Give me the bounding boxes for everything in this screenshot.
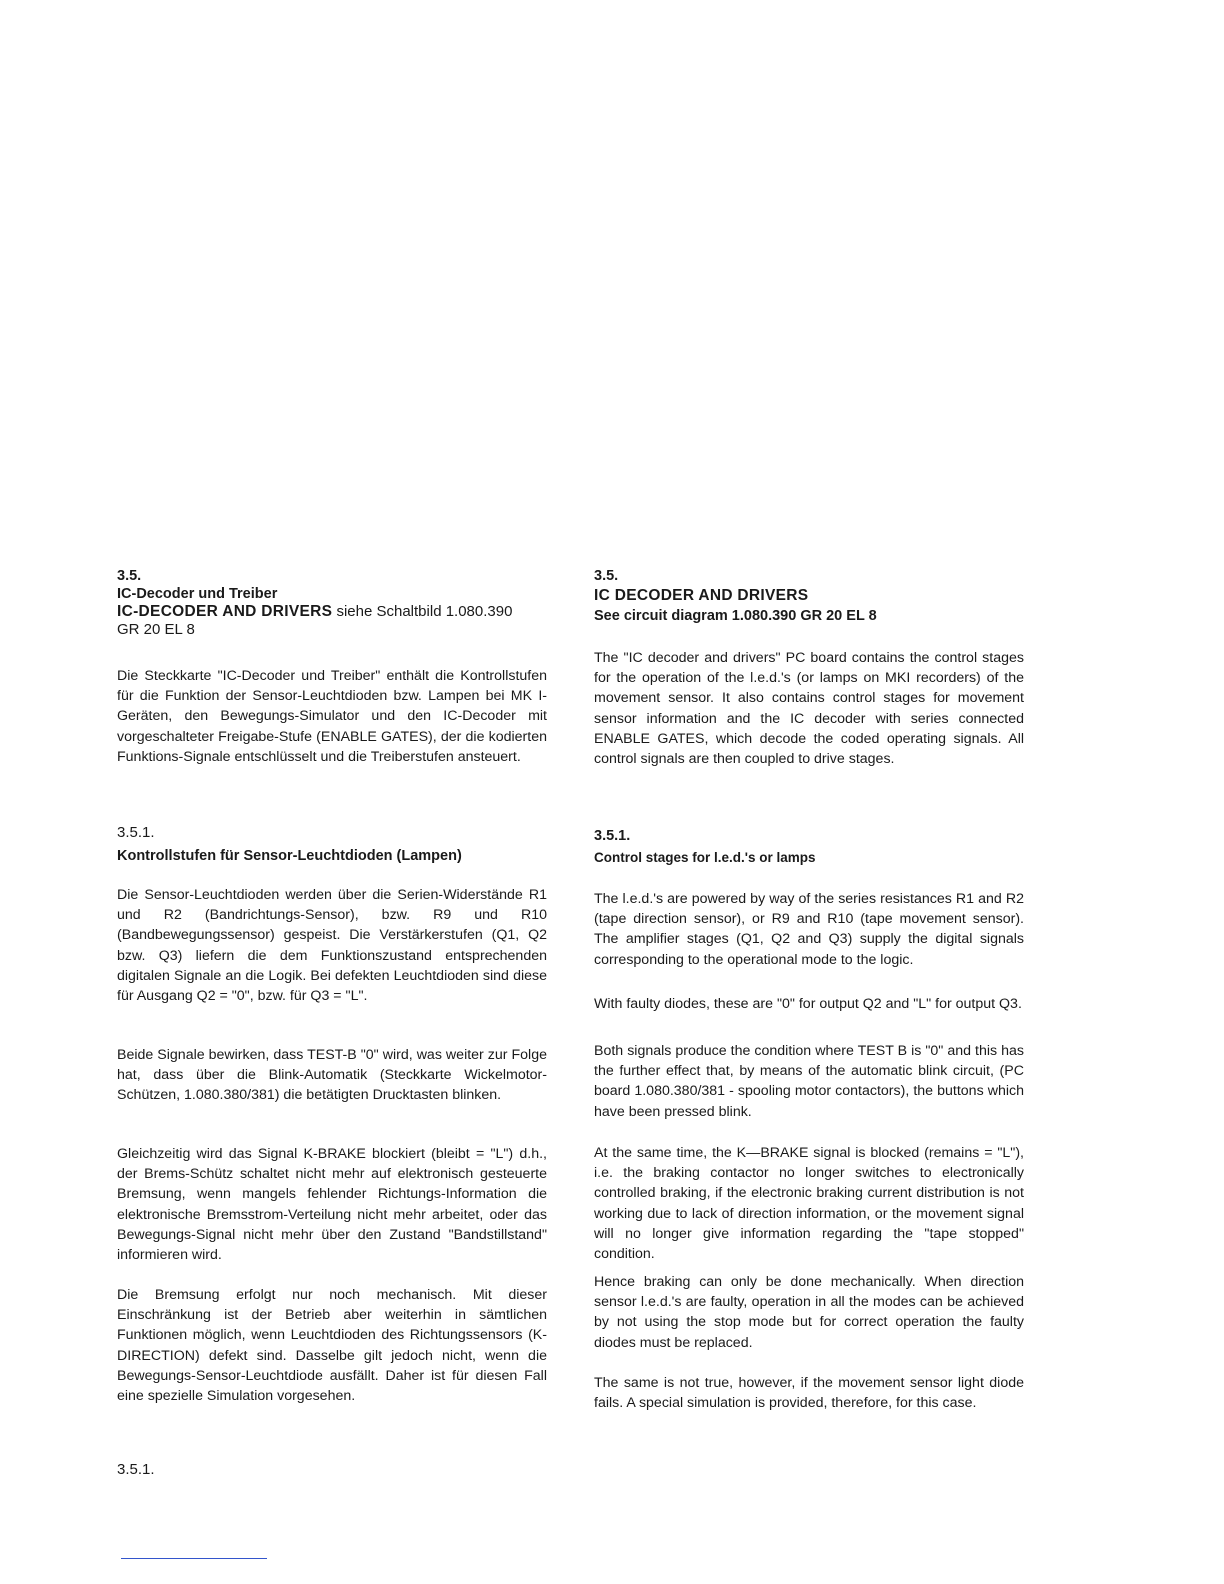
right-paragraph-3	[594, 1041, 1024, 1122]
paragraph: The l.e.d.'s are powered by way of the series resistances R1 and R2 (tape direction sensor), or R9 and R10 (tape movement sensor). The amplifier stages (Q1, Q2 and Q3) supply the digital signals corresponding to the operational mode to the logic.	[594, 891, 1024, 968]
right-paragraph-1	[594, 889, 1024, 970]
left-paragraph-2	[117, 1045, 547, 1106]
section-subtitle	[117, 603, 547, 621]
left-section-3-5-1-heading	[117, 824, 547, 865]
paragraph: The same is not true, however, if the movement sensor light diode fails. A special simulation is provided, therefore, for this case.	[594, 1375, 1024, 1412]
left-intro-paragraph	[117, 666, 547, 767]
left-paragraph-3	[117, 1144, 547, 1265]
section-number: 3.5.	[594, 568, 619, 584]
paragraph: Die Sensor-Leuchtdioden werden über die Serien-Widerstände R1 und R2 (Bandrichtungs-Sensor), bzw. R9 und R10 (Bandbewegungssensor) gespeist. Die Verstärkerstufen (Q1, Q2 bzw. Q3) liefern die dem Funktionszustand entsprechenden digitalen Signale an die Logik. Bei defekten Leuchtdioden sind diese für Ausgang Q2 = "0", bzw. für Q3 = "L".	[117, 887, 547, 1005]
paragraph: Die Bremsung erfolgt nur noch mechanisch. Mit dieser Einschränkung ist der Betrieb aber weiterhin in sämtlichen Funktionen möglich, wenn Leuchtdioden des Richtungssensors (K-DIRECTION) defekt sind. Dasselbe gilt jedoch nicht, wenn die Bewegungs-Sensor-Leuchtdiode ausfällt. Daher ist für diesen Fall eine spezielle Simulation vorgesehen.	[117, 1287, 547, 1405]
paragraph: At the same time, the K—BRAKE signal is blocked (remains = "L"), i.e. the braking contactor no longer switches to electronically controlled braking, if the electronic braking current distribution is not working due to lack of direction information, or the movement signal will no longer give information regarding the "tape stopped" condition.	[594, 1145, 1024, 1263]
circuit-ref: See circuit diagram 1.080.390 GR 20 EL 8	[594, 608, 877, 624]
right-intro-paragraph	[594, 648, 1024, 769]
circuit-ref-cont: GR 20 EL 8	[117, 621, 195, 638]
circuit-ref: siehe Schaltbild 1.080.390	[332, 603, 513, 620]
right-paragraph-6	[594, 1373, 1024, 1413]
section-number: 3.5.	[117, 568, 142, 584]
right-paragraph-4	[594, 1143, 1024, 1264]
right-paragraph-2	[594, 994, 1024, 1014]
paragraph: Die Steckkarte "IC-Decoder und Treiber" enthält die Kontrollstufen für die Funktion der Sensor-Leuchtdioden bzw. Lampen bei MK I-Geräten, den Bewegungs-Simulator und den IC-Decoder mit vorgeschalteter Freigabe-Stufe (ENABLE GATES), der die kodierten Funktions-Signale entschlüsselt und die Treiberstufen ansteuert.	[117, 668, 547, 765]
right-section-3-5-1-heading	[594, 827, 1024, 867]
paragraph: Gleichzeitig wird das Signal K-BRAKE blockiert (bleibt = "L") d.h., der Brems-Schütz schaltet nicht mehr auf elektronisch gesteuerte Bremsung, wenn mangels fehlender Richtungs-Information die elektronische Bremsstrom-Verteilung nicht mehr arbeitet, oder das Bewegungs-Signal nicht mehr über den Zustand "Bandstillstand" informieren wird.	[117, 1146, 547, 1264]
left-section-3-5-heading	[117, 567, 547, 639]
paragraph: Hence braking can only be done mechanically. When direction sensor l.e.d.'s are faulty, operation in all the modes can be achieved by not using the stop mode but for correct operation the faulty diodes must be replaced.	[594, 1274, 1024, 1351]
section-title-de: IC-Decoder und Treiber	[117, 586, 278, 602]
section-title: Kontrollstufen für Sensor-Leuchtdioden (Lampen)	[117, 848, 462, 864]
section-title-en: IC DECODER AND DRIVERS	[594, 587, 809, 604]
left-paragraph-4	[117, 1285, 547, 1406]
section-number: 3.5.1.	[594, 828, 631, 844]
footer-rule	[121, 1558, 267, 1559]
right-section-3-5-heading	[594, 567, 1024, 625]
paragraph: With faulty diodes, these are "0" for output Q2 and "L" for output Q3.	[594, 996, 1022, 1012]
right-paragraph-5	[594, 1272, 1024, 1353]
paragraph: The "IC decoder and drivers" PC board contains the control stages for the operation of the l.e.d.'s (or lamps on MKI recorders) of the movement sensor. It also contains control stages for movement sensor information and the IC decoder with series connected ENABLE GATES, which decode the coded operating signals. All control signals are then coupled to drive stages.	[594, 650, 1024, 768]
paragraph: Both signals produce the condition where TEST B is "0" and this has the further effect that, by means of the automatic blink circuit, (PC board 1.080.380/381 - spooling motor contactors), the buttons which have been pressed blink.	[594, 1043, 1024, 1120]
section-title: Control stages for l.e.d.'s or lamps	[594, 850, 816, 865]
section-number: 3.5.1.	[117, 824, 155, 841]
left-paragraph-1	[117, 885, 547, 1006]
paragraph: Beide Signale bewirken, dass TEST-B "0" wird, was weiter zur Folge hat, dass über die Blink-Automatik (Steckkarte Wickelmotor-Schützen, 1.080.380/381) die betätigten Drucktasten blinken.	[117, 1047, 547, 1104]
section-title-en: IC-DECODER AND DRIVERS	[117, 603, 333, 620]
page-reference: 3.5.1.	[117, 1461, 155, 1478]
